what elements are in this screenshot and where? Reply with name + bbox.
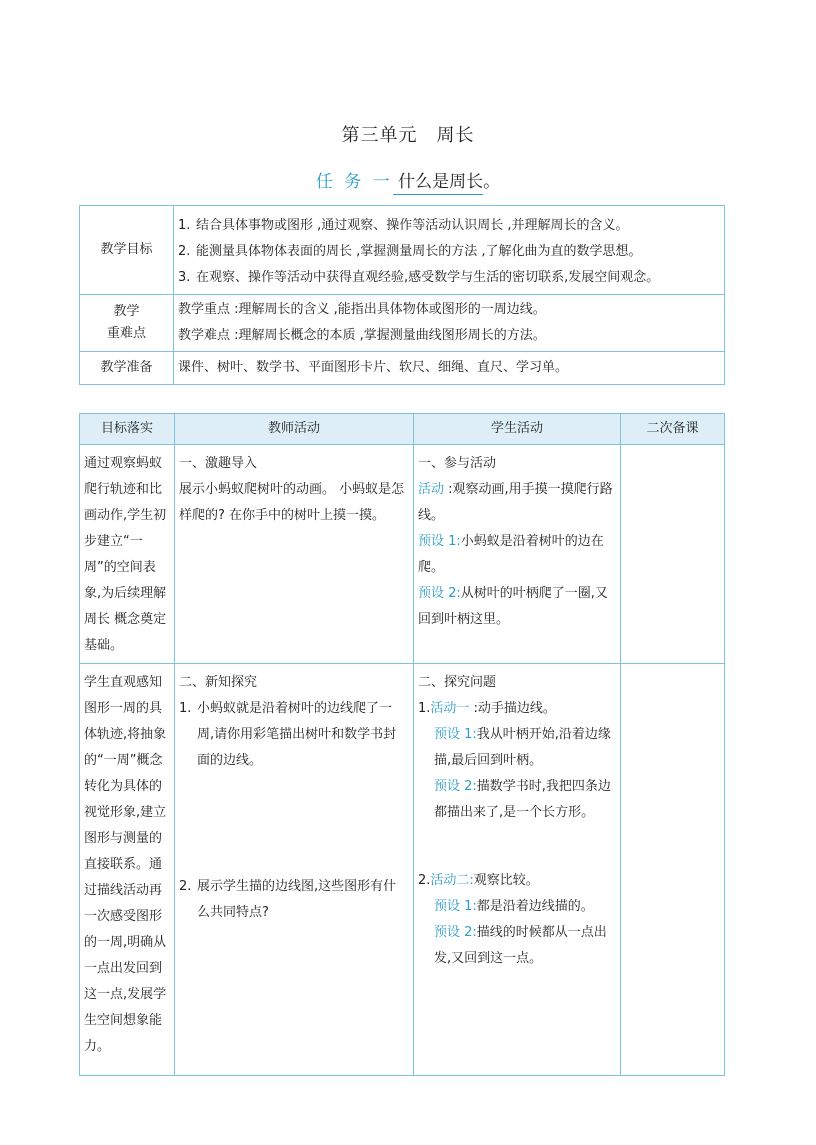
goals-label: 教学目标: [80, 206, 174, 295]
activity-row-intro: [80, 445, 725, 664]
goal-item: 1. 结合具体事物或图形 ,通过观察、操作等活动认识周长 ,并理解周长的含义。: [178, 218, 629, 233]
activity-header-row: [80, 414, 725, 445]
header-goal: 目标落实: [80, 414, 175, 445]
goal-cell: 通过观察蚂蚁爬行轨迹和比画动作,学生初步建立“一周”的空间表象,为后续理解周长 概念奠定基础。: [80, 445, 175, 664]
task-name: 什么是周长: [393, 172, 483, 195]
activity-row-explore: [80, 664, 725, 1076]
teacher-cell: 一、激趣导入 展示小蚂蚁爬树叶的动画。 小蚂蚁是怎样爬的? 在你手中的树叶上摸一摸。: [175, 445, 414, 664]
goal-cell: 学生直观感知图形一周的具体轨迹,将抽象的“一周”概念转化为具体的视觉形象,建立图形与测量的直接联系。通过描线活动再一次感受图形的一周,明确从一点出发回到这一点,发展学生空间想象能力。: [80, 664, 175, 1076]
student-cell: 二、探究问题 1.活动一 :动手描边线。 预设 1:我从叶柄开始,沿着边缘描,最后回到叶柄。 预设 2:描数学书时,我把四条边都描出来了,是一个长方形。 2.活动二:观察比较。 预设 1:都是沿着边线描的。 预设 2:描线的时候都从一点出发,又回到这一点。: [414, 664, 621, 1076]
notes-cell: [621, 445, 725, 664]
task-dot: 。: [483, 172, 501, 192]
header-notes: 二次备课: [621, 414, 725, 445]
prep-materials: 课件、树叶、数学书、平面图形卡片、软尺、细绳、直尺、学习单。: [174, 352, 725, 385]
key-point: 教学重点 :理解周长的含义 ,能指出具体物体或图形的一周边线。: [178, 302, 546, 317]
notes-cell: [621, 664, 725, 1076]
difficulty-point: 教学难点 :理解周长概念的本质 ,掌握测量曲线图形周长的方法。: [178, 328, 546, 343]
activity-table: [79, 413, 725, 1076]
student-cell: 一、参与活动 活动 :观察动画,用手摸一摸爬行路线。 预设 1:小蚂蚁是沿着树叶的边在爬。 预设 2:从树叶的叶柄爬了一圈,又回到叶柄这里。: [414, 445, 621, 664]
prep-label: 教学准备: [80, 352, 174, 385]
goals-row: [80, 206, 725, 295]
prep-row: [80, 352, 725, 385]
page-title: 第三单元 周长: [341, 125, 475, 146]
goal-item: 3. 在观察、操作等活动中获得直观经验,感受数学与生活的密切联系,发展空间观念。: [178, 270, 660, 285]
keypoints-label: 教学 重难点: [80, 295, 174, 352]
header-teacher: 教师活动: [175, 414, 414, 445]
header-student: 学生活动: [414, 414, 621, 445]
teacher-cell: 二、新知探究 1. 小蚂蚁就是沿着树叶的边线爬了一周,请你用彩笔描出树叶和数学书封面的边线。 2. 展示学生描的边线图,这些图形有什么共同特点?: [175, 664, 414, 1076]
task-number: 任 务 一: [315, 172, 393, 192]
goal-item: 2. 能测量具体物体表面的周长 ,掌握测量周长的方法 ,了解化曲为直的数学思想。: [178, 244, 642, 259]
task-subtitle: [0, 167, 816, 192]
lesson-plan-table: [79, 205, 725, 385]
keypoints-row: [80, 295, 725, 352]
